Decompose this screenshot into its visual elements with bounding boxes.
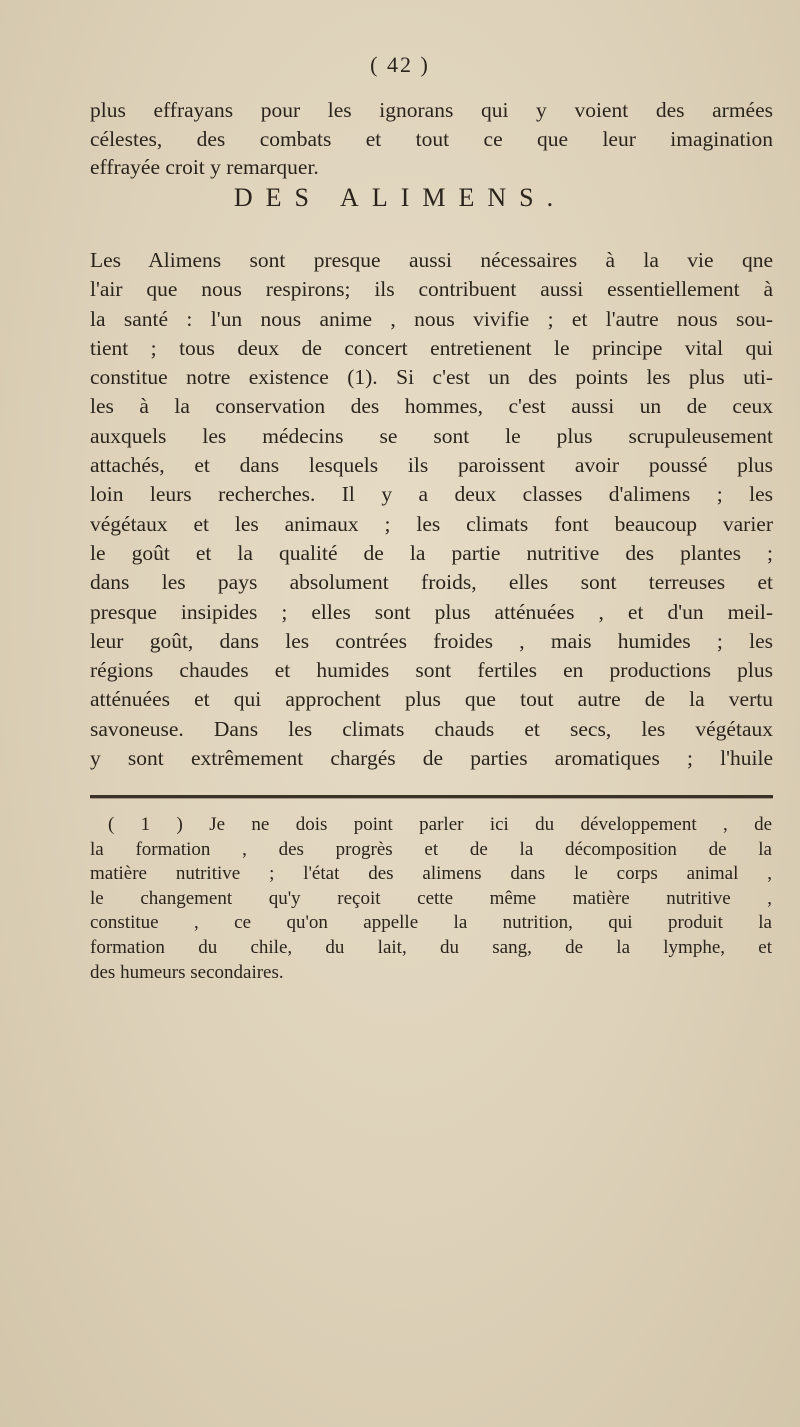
text-line: auxquels les médecins se sont le plus scrupuleusement — [90, 423, 773, 448]
footnote-separator — [90, 795, 773, 798]
footnote-line: la formation , des progrès et de la décomposition de la — [90, 838, 772, 860]
footnote-line: le changement qu'y reçoit cette même matière nutritive , — [90, 887, 772, 909]
text-line: effrayée croit y remarquer. — [90, 155, 319, 180]
text-line: les à la conservation des hommes, c'est aussi un de ceux — [90, 394, 773, 419]
text-line: leur goût, dans les contrées froides , mais humides ; les — [90, 628, 773, 653]
text-line: loin leurs recherches. Il y a deux classes d'alimens ; les — [90, 482, 773, 507]
text-line: attachés, et dans lesquels ils paroissent avoir poussé plus — [90, 453, 773, 478]
text-line: régions chaudes et humides sont fertiles en productions plus — [90, 658, 773, 683]
footnote — [90, 813, 772, 985]
text-line: célestes, des combats et tout ce que leur imagination — [90, 126, 773, 151]
continuation-paragraph — [90, 96, 773, 182]
section-paragraph — [90, 246, 773, 773]
footnote-line: formation du chile, du lait, du sang, de la lymphe, et — [90, 936, 772, 958]
text-line: y sont extrêmement chargés de parties aromatiques ; l'huile — [90, 746, 773, 771]
text-line: tient ; tous deux de concert entretienent le principe vital qui — [90, 335, 773, 360]
page-number: ( 42 ) — [370, 52, 430, 77]
footnote-line: constitue , ce qu'on appelle la nutrition, qui produit la — [90, 912, 772, 934]
text-line: Les Alimens sont presque aussi nécessaires à la vie qne — [90, 248, 773, 272]
section-heading: DES ALIMENS. — [233, 183, 567, 212]
footnote-line: ( 1 ) Je ne dois point parler ici du développement , de — [108, 814, 772, 835]
text-line: atténuées et qui approchent plus que tout autre de la vertu — [90, 687, 773, 712]
text-line: presque insipides ; elles sont plus atténuées , et d'un meil- — [90, 599, 773, 624]
text-line: végétaux et les animaux ; les climats font beaucoup varier — [90, 511, 773, 536]
text-line: constitue notre existence (1). Si c'est un des points les plus uti- — [90, 365, 773, 390]
text-line: le goût et la qualité de la partie nutritive des plantes ; — [90, 540, 773, 565]
footnote-line: des humeurs secondaires. — [90, 961, 284, 983]
footnote-line: matière nutritive ; l'état des alimens dans le corps animal , — [90, 863, 772, 885]
text-line: dans les pays absolument froids, elles sont terreuses et — [90, 570, 773, 595]
text-line: la santé : l'un nous anime , nous vivifie ; et l'autre nous sou- — [90, 306, 773, 331]
text-line: l'air que nous respirons; ils contribuent aussi essentiellement à — [90, 277, 773, 302]
text-line: savoneuse. Dans les climats chauds et secs, les végétaux — [90, 716, 773, 741]
text-line: plus effrayans pour les ignorans qui y voient des armées — [90, 98, 773, 122]
